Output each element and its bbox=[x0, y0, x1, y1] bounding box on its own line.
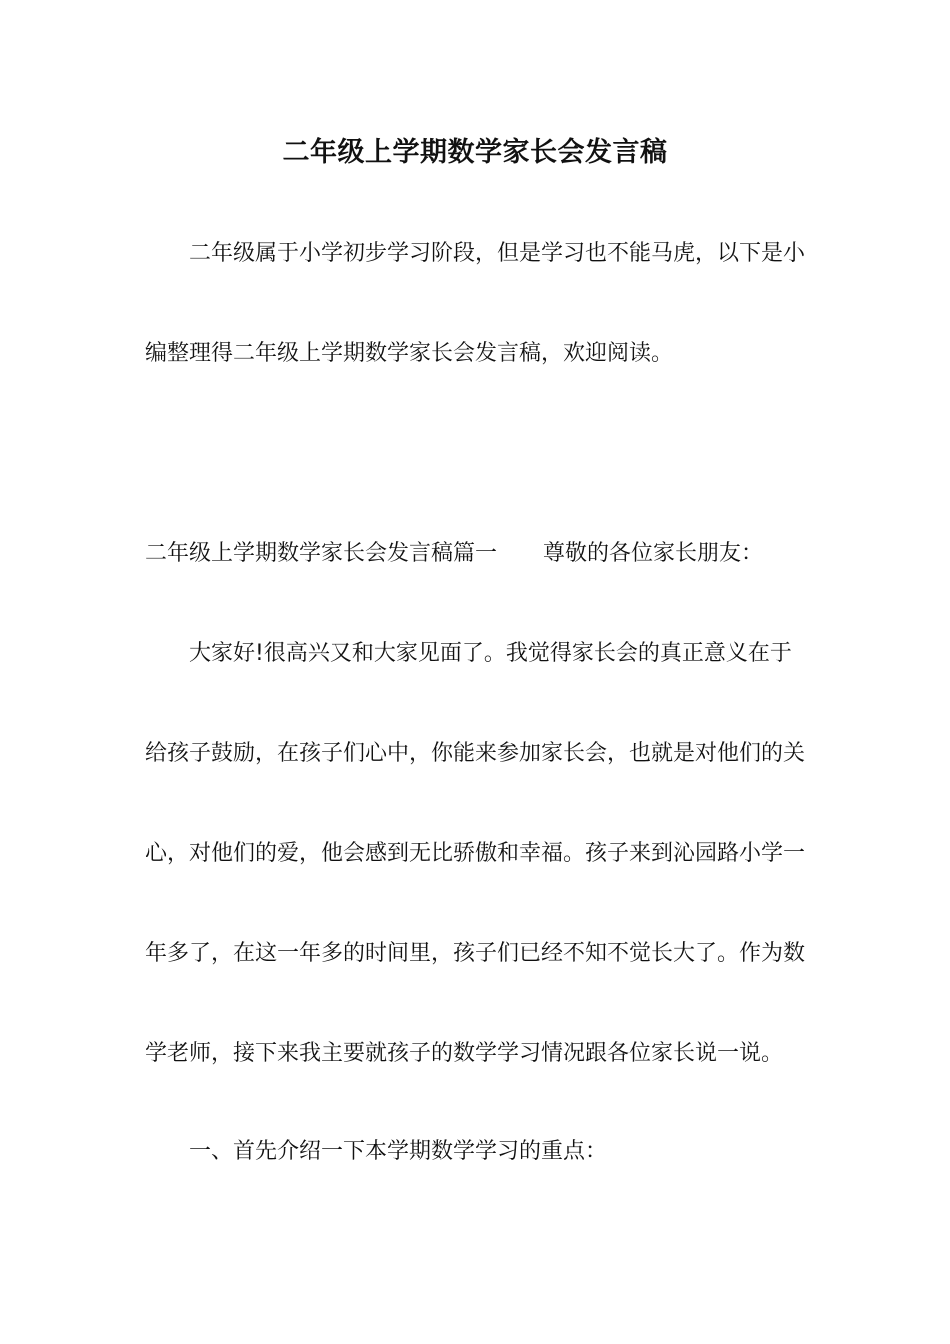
point-one-heading: 一、首先介绍一下本学期数学学习的重点： bbox=[189, 1139, 608, 1164]
document-title: 二年级上学期数学家长会发言稿 bbox=[282, 137, 668, 168]
section-heading bbox=[145, 536, 763, 567]
body-line-3: 心，对他们的爱，他会感到无比骄傲和幸福。孩子来到沁园路小学一 bbox=[145, 841, 806, 866]
greeting: 尊敬的各位家长朋友： bbox=[543, 541, 764, 566]
body-line-5: 学老师，接下来我主要就孩子的数学学习情况跟各位家长说一说。 bbox=[145, 1041, 784, 1066]
body-line-4: 年多了，在这一年多的时间里，孩子们已经不知不觉长大了。作为数 bbox=[145, 941, 806, 966]
intro-line-1: 二年级属于小学初步学习阶段，但是学习也不能马虎，以下是小 bbox=[189, 241, 806, 266]
body-line-1: 大家好!很高兴又和大家见面了。我觉得家长会的真正意义在于 bbox=[189, 641, 792, 666]
intro-line-2: 编整理得二年级上学期数学家长会发言稿，欢迎阅读。 bbox=[145, 341, 674, 366]
section-title: 二年级上学期数学家长会发言稿篇一 bbox=[145, 541, 498, 566]
body-line-2: 给孩子鼓励，在孩子们心中，你能来参加家长会，也就是对他们的关 bbox=[145, 741, 806, 766]
